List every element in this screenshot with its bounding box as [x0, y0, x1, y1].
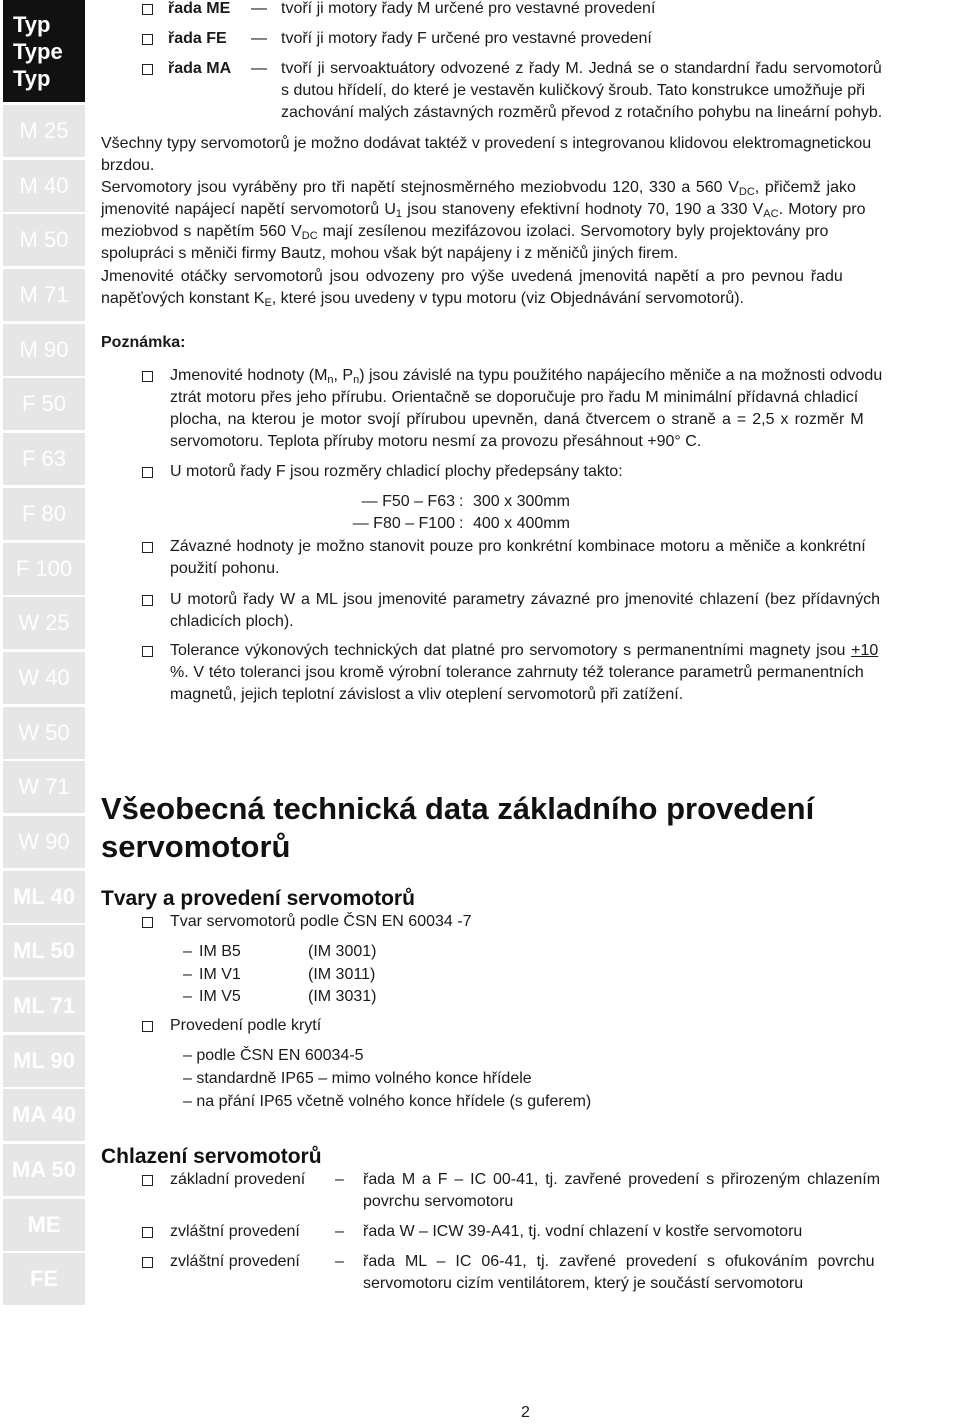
- series-name: řada FE: [168, 30, 227, 47]
- sidebar-tab-w40[interactable]: W 40: [3, 652, 85, 704]
- cooling-dash: –: [335, 1171, 344, 1188]
- text-line: tvoří ji servoaktuátory odvozené z řady M. Jedná se o standardní řadu servomotorů: [281, 60, 882, 77]
- shapes-item-form: Tvar servomotorů podle ČSN EN 60034 -7: [170, 913, 472, 930]
- sidebar-active-line: Type: [13, 39, 63, 64]
- checkbox-icon: [142, 34, 153, 45]
- text-line: jmenovité napájecí napětí servomotorů $U_1$ jsou stanoveny efektivní hodnoty 70, 190 a 330 $V_{AC}$. Motory pro: [101, 201, 866, 220]
- sidebar-tab-w50[interactable]: W 50: [3, 707, 85, 759]
- cooling-heading: Chlazení servomotorů: [101, 1145, 322, 1168]
- sidebar-tab-m25[interactable]: M 25: [3, 105, 85, 157]
- text-line: zachování malých zástavných rozměrů převod z rotačního pohybu na lineární pohyb.: [281, 104, 883, 121]
- cooling-description: [363, 1251, 959, 1295]
- title-line: servomotorů: [101, 829, 291, 864]
- series-description: tvoří ji motory řady F určené pro vestavné provedení: [281, 30, 652, 47]
- mounting-form-name: IM V1: [199, 965, 241, 983]
- mounting-form-row: – IM V1 (IM 3011): [183, 964, 583, 987]
- sidebar-tab-m90[interactable]: M 90: [3, 324, 85, 376]
- sidebar-tab-me[interactable]: ME: [3, 1199, 85, 1251]
- cooling-area-label: — F50 – F63: [361, 493, 455, 510]
- text-line: Servomotory jsou vyráběny pro tři napětí stejnosměrného meziobvodu 120, 330 a 560 $V_{DC}$, přičemž jako: [101, 179, 856, 198]
- text-line: řada ML – IC 06-41, tj. zavřené provedení s ofukováním povrchu: [363, 1253, 875, 1270]
- sidebar-tab-ml90[interactable]: ML 90: [3, 1035, 85, 1087]
- sidebar-tab-m40[interactable]: M 40: [3, 160, 85, 212]
- checkbox-icon: [142, 1227, 153, 1238]
- cooling-area-sep: :: [459, 493, 464, 510]
- protection-row: – standardně IP65 – mimo volného konce hřídele: [183, 1070, 532, 1087]
- section-title: [101, 790, 814, 866]
- cooling-area-value: 400 x 400mm: [473, 515, 570, 532]
- series-description: tvoří ji motory řady M určené pro vestavné provedení: [281, 0, 656, 17]
- sidebar-tab-f63[interactable]: F 63: [3, 433, 85, 485]
- sidebar-tab-m71[interactable]: M 71: [3, 269, 85, 321]
- text-line: použití pohonu.: [170, 560, 280, 577]
- series-name: řada ME: [168, 0, 231, 17]
- text-line: Všechny typy servomotorů je možno dodávat taktéž v provedení s integrovanou klidovou elektromagnetickou: [101, 135, 872, 152]
- checkbox-icon: [142, 1175, 153, 1186]
- shapes-heading: Tvary a provedení servomotorů: [101, 887, 415, 910]
- series-description: [281, 58, 959, 124]
- mounting-forms-list: [183, 941, 583, 1009]
- text-line: %. V této toleranci jsou kromě výrobní tolerance zahrnuty též tolerance parametrů permanentních: [170, 664, 864, 681]
- sidebar-tab-ml50[interactable]: ML 50: [3, 925, 85, 977]
- text-line: spolupráci s měniči firmy Bautz, mohou však být napájeny i z měničů jiných firem.: [101, 245, 679, 262]
- mounting-form-name: IM B5: [199, 943, 241, 960]
- series-dash: —: [251, 60, 267, 77]
- cooling-label: zvláštní provedení: [170, 1253, 300, 1270]
- cooling-label: zvláštní provedení: [170, 1223, 300, 1240]
- sidebar-tab-type-active[interactable]: [3, 0, 85, 102]
- checkbox-icon: [142, 542, 153, 553]
- mounting-form-name: IM V5: [199, 988, 241, 1005]
- intro-paragraph-speed: [101, 266, 959, 310]
- intro-paragraph-brake: [101, 133, 959, 177]
- note-item-f-cooling: U motorů řady F jsou rozměry chladicí plochy předepsány takto:: [170, 463, 623, 480]
- sidebar-tab-ml71[interactable]: ML 71: [3, 980, 85, 1032]
- cooling-dash: –: [335, 1223, 344, 1240]
- sidebar-tab-m50[interactable]: M 50: [3, 214, 85, 266]
- cooling-label: základní provedení: [170, 1171, 306, 1188]
- sidebar-tab-ml40[interactable]: ML 40: [3, 871, 85, 923]
- text-line: s dutou hřídelí, do které je vestavěn kuličkový šroub. Tato konstrukce umožňuje při: [281, 82, 866, 99]
- sidebar-active-line: Typ: [13, 12, 51, 37]
- series-dash: —: [251, 30, 267, 47]
- checkbox-icon: [142, 371, 153, 382]
- cooling-description: [363, 1169, 959, 1213]
- text-line: U motorů řady W a ML jsou jmenovité parametry závazné pro jmenovité chlazení (bez přídavných: [170, 591, 880, 608]
- cooling-area-value: 300 x 300mm: [473, 493, 570, 510]
- text-line: řada M a F – IC 00-41, tj. zavřené provedení s přirozeným chlazením: [363, 1171, 881, 1188]
- sidebar-active-line: Typ: [13, 66, 51, 91]
- checkbox-icon: [142, 1257, 153, 1268]
- intro-paragraph-voltage: [101, 177, 959, 265]
- checkbox-icon: [142, 646, 153, 657]
- series-name: řada MA: [168, 60, 232, 77]
- sidebar-tab-fe[interactable]: FE: [3, 1253, 85, 1305]
- mounting-form-code: (IM 3011): [308, 965, 376, 983]
- note-item-w-ml: [170, 589, 959, 633]
- sidebar-tab-ma50[interactable]: MA 50: [3, 1144, 85, 1196]
- text-line: Závazné hodnoty je možno stanovit pouze pro konkrétní kombinace motoru a měniče a konkrétní: [170, 538, 866, 555]
- sidebar-tab-ma40[interactable]: MA 40: [3, 1089, 85, 1141]
- checkbox-icon: [142, 917, 153, 928]
- text-line: plocha, na kterou je motor svojí přírubou upevněn, daná čtvercem o straně a = 2,5 x rozměr M: [170, 411, 864, 428]
- sidebar-tab-w25[interactable]: W 25: [3, 597, 85, 649]
- text-line: Jmenovité otáčky servomotorů jsou odvozeny pro výše uvedená jmenovitá napětí a pro pevnou řadu: [101, 268, 843, 285]
- sidebar-tab-w71[interactable]: W 71: [3, 761, 85, 813]
- cooling-area-sep: :: [459, 515, 464, 532]
- text-line: chladicích ploch).: [170, 613, 294, 630]
- note-item-ratings: [170, 365, 959, 453]
- text-line: řada W – ICW 39-A41, tj. vodní chlazení v kostře servomotoru: [363, 1223, 803, 1240]
- sidebar-tab-f100[interactable]: F 100: [3, 543, 85, 595]
- cooling-area-row: [347, 491, 647, 513]
- note-label: Poznámka:: [101, 334, 186, 351]
- checkbox-icon: [142, 467, 153, 478]
- series-dash: —: [251, 0, 267, 17]
- text-line: servomotoru cizím ventilátorem, který je součástí servomotoru: [363, 1275, 804, 1292]
- page-number: 2: [521, 1404, 530, 1421]
- sidebar-tab-f50[interactable]: F 50: [3, 378, 85, 430]
- mounting-form-row: – IM V5 (IM 3031): [183, 986, 583, 1009]
- text-line: napěťových konstant $K_E$, které jsou uvedeny v typu motoru (viz Objednávání servomotorů).: [101, 290, 744, 309]
- text-line: magnetů, jejich teplotní závislost a vliv oteplení servomotorů při zatížení.: [170, 686, 684, 703]
- cooling-area-label: — F80 – F100: [352, 515, 455, 532]
- text-line: povrchu servomotoru: [363, 1193, 514, 1210]
- shapes-item-protection: Provedení podle krytí: [170, 1017, 322, 1034]
- checkbox-icon: [142, 4, 153, 15]
- checkbox-icon: [142, 64, 153, 75]
- sidebar-tab-w90[interactable]: W 90: [3, 816, 85, 868]
- protection-row: – na přání IP65 včetně volného konce hřídele (s guferem): [183, 1093, 592, 1110]
- text-line: servomotoru. Teplota příruby motoru nesmí za provozu přesáhnout +90° C.: [170, 433, 702, 450]
- mounting-form-row: – IM B5 (IM 3001): [183, 941, 583, 964]
- text-line: brzdou.: [101, 157, 155, 174]
- text-line: meziobvod s napětím 560 $V_{DC}$ mají zesílenou mezifázovou izolaci. Servomotory byly projektovány pro: [101, 223, 829, 242]
- cooling-description: [363, 1221, 959, 1243]
- mounting-form-code: (IM 3001): [308, 943, 377, 960]
- checkbox-icon: [142, 595, 153, 606]
- type-sidebar: [3, 0, 85, 1308]
- text-line: ztrát motoru přes jeho přírubu. Orientačně se doporučuje pro řadu M minimální přídavná chladicí: [170, 389, 859, 406]
- checkbox-icon: [142, 1021, 153, 1032]
- text-line: Tolerance výkonových technických dat platné pro servomotory s permanentními magnety jsou +10: [170, 642, 879, 659]
- note-item-tolerance: [170, 640, 959, 706]
- title-line: Všeobecná technická data základního provedení: [101, 791, 815, 826]
- cooling-area-row: [347, 513, 647, 535]
- mounting-form-code: (IM 3031): [308, 988, 377, 1005]
- note-item-binding-values: [170, 536, 959, 580]
- text-line: Jmenovité hodnoty ($M_n$, $P_n$) jsou závislé na typu použitého napájecího měniče a na možnosti odvodu: [170, 367, 883, 386]
- protection-list: [183, 1045, 783, 1114]
- cooling-dash: –: [335, 1253, 344, 1270]
- protection-row: – podle ČSN EN 60034-5: [183, 1047, 364, 1064]
- cooling-area-table: [347, 491, 647, 535]
- sidebar-tab-f80[interactable]: F 80: [3, 488, 85, 540]
